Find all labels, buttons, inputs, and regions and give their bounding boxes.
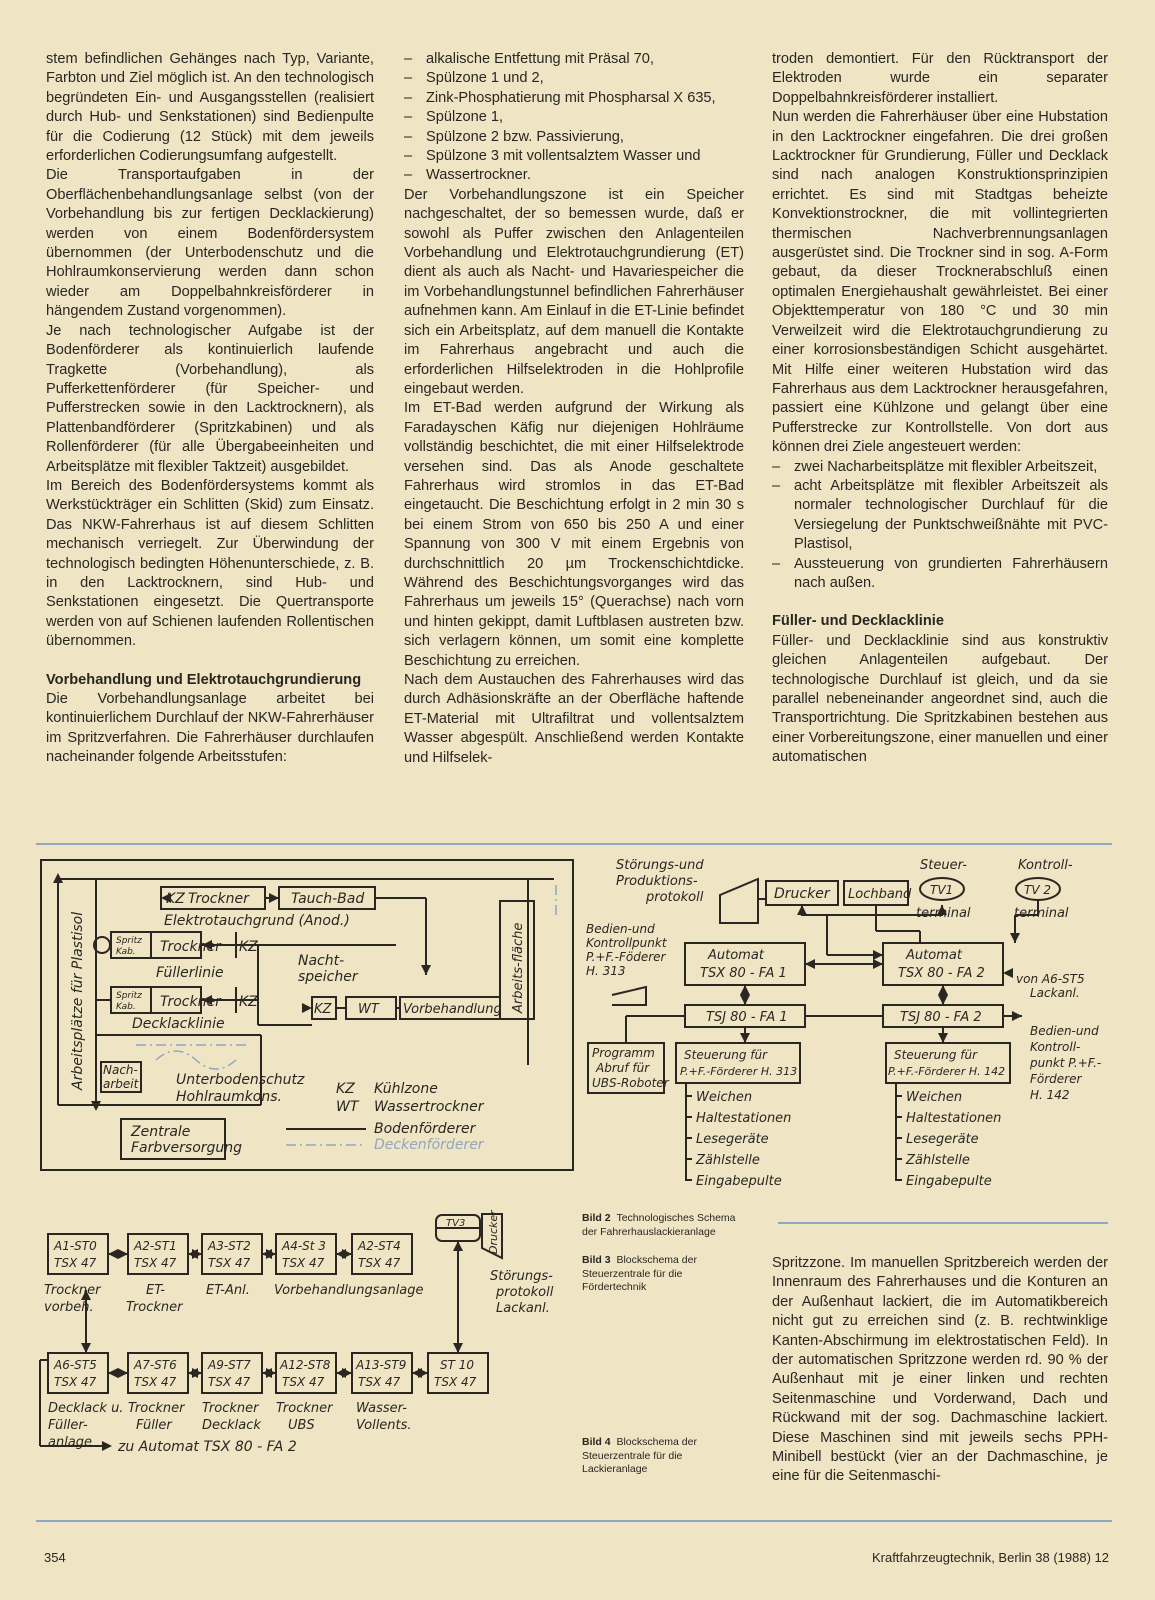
bedien-right-label: Bedien-und [1030,1024,1099,1038]
unit-label: Füller- [48,1418,88,1433]
item-label: Zählstelle [906,1153,970,1168]
unterboden-label: Hohlraumkons. [176,1089,282,1105]
bedien-right-label: punkt P.+F.- [1030,1056,1102,1070]
steuerung2-label: Steuerung für [894,1048,978,1062]
zentrale-label: Farbversorgung [131,1140,243,1156]
paragraph: Nach dem Austauchen des Fahrerhauses wird das durch Adhäsionskräfte an der Oberfläche haftende ET-Material mit Ultrafiltrat und vollentsalztem Wasser abgespült. Anschließend werden Kontakte und Hilfselek- [404,672,744,766]
paragraph: Nun werden die Fahrerhäuser über eine Hubstation in den Lacktrockner eingefahren. Die drei großen Lacktrockner für Grundierung, Füller und Decklack sind nach analogen Konstruktionsprinzipien errichtet. Es sind mit Stadtgas beheizte Konvektionstrockner, die mit vollintegrierten thermischen Nachverbrennungsanlagen ausgerüstet sind. Die Trockner sind in sog. A-Form gebaut, da dieser Trocknerabschluß einen optimalen Energiehaushalt gewährleistet. Bei einer Objekttemperatur von 180 °C und 30 min Verweilzeit wird die Elektrotauchgrundierung zu einer korrosionsbeständigen Schicht ausgehärtet. Mit Hilfe einer weiteren Hubstation wird das Fahrerhaus aus dem Lacktrockner herausgefahren, passiert eine Kühlzone und gelangt über eine Pufferstrecke zur Kontrollstelle. Von dort aus können drei Ziele angesteuert werden: [772,109,1108,456]
stoerung-label: Lackanl. [496,1301,550,1316]
list-item: – Spülzone 3 mit vollentsalztem Wasser und [404,147,744,166]
unit-label: Vollents. [356,1418,412,1433]
unit-id: ST 10 [440,1358,475,1372]
divider [36,1520,1112,1522]
list-item: – acht Arbeitsplätze mit flexibler Arbeitszeit als normaler technologischer Durchlauf für die Versiegelung der Punktschweißnähte mit PVC-Plastisol, [772,477,1108,555]
unit-label: Wasser- [356,1401,407,1416]
unit-label: ET-Anl. [206,1283,250,1298]
unit-label: Trockner [202,1401,259,1416]
terminal-label: terminal [916,906,971,921]
tv3-label: TV3 [446,1218,466,1229]
list-item: – alkalische Entfettung mit Präsal 70, [404,50,744,69]
programm-label: UBS-Roboter [592,1076,669,1090]
unit-id: A1-ST0 [54,1239,97,1253]
trockner-label: Trockner [160,994,221,1010]
unit-type: TSX 47 [134,1375,177,1389]
automat1-label: TSX 80 - FA 1 [700,966,787,981]
item-label: Haltestationen [906,1111,1002,1126]
text-column-2 [404,50,744,768]
unit-label: UBS [288,1418,315,1433]
unit-type: TSX 47 [358,1256,401,1270]
paragraph: stem befindlichen Gehänges nach Typ, Variante, Farbton und Ziel möglich ist. An den technologisch begründeten Ein- und Ausgangsstellen (realisiert durch Hub- und Senkstationen) sind Bedienpulte für die Codierung (12 Stück) mit dem jeweils erforderlichen Codierungsumfang aufgestellt. [46,51,374,165]
unit-id: A13-ST9 [356,1358,407,1372]
tauchbad-label: Tauch-Bad [291,891,365,907]
figure-control-center-paint [36,1210,576,1510]
kz-label: KZ [239,994,258,1010]
lochband-label: Lochband [848,887,912,902]
unit-label: vorbeh. [44,1300,94,1315]
list-item: – Wassertrockner. [404,166,744,185]
steuerung1-label: P.+F.-Förderer H. 313 [680,1065,798,1078]
paragraph: Der Vorbehandlungszone ist ein Speicher nachgeschaltet, der so bemessen wurde, daß er sowohl als Puffer zwischen den Anlagenteilen Vorbehandlung und Elektrotauchgrundierung (ET) dient als auch als Nacht- und Havariespeicher die im Vorbehandlungstunnel befindlichen Fahrerhäuser aufnehmen kann. Am Einlauf in die ET-Linie befindet sich ein Arbeitsplatz, auf dem manuell die Kontakte im Fahrerhaus angebracht und auch die erforderlichen Hilfselektroden in die Hohlprofile eingebaut werden. [404,186,744,397]
arbeitsflaeche-label: Arbeits-fläche [511,922,526,1013]
divider [36,843,1112,845]
legend-wt-text: Wassertrockner [374,1099,484,1115]
legend-kz: KZ [336,1081,355,1097]
bedien-right-label: H. 142 [1030,1088,1070,1102]
section-heading: Vorbehandlung und Elektrotauchgrundierung [46,671,362,688]
spritzkab-label: Spritz [116,991,142,1001]
item-label: Weichen [906,1090,963,1105]
trockner-label: Trockner [188,891,249,907]
journal-footer: Kraftfahrzeugtechnik, Berlin 38 (1988) 12 [871,1550,1109,1565]
unit-id: A12-ST8 [280,1358,331,1372]
unit-type: TSX 47 [282,1375,325,1389]
unit-label: Decklack [202,1418,261,1433]
nacharbeit-label: arbeit [103,1077,139,1091]
bedien-left-label: Kontrollpunkt [586,936,667,950]
legend-decken: Deckenförderer [374,1137,484,1153]
unit-label: Trockner [276,1401,333,1416]
trockner-label: Trockner [160,939,221,955]
unit-id: A2-ST1 [134,1239,177,1253]
unit-id: A6-ST5 [54,1358,97,1372]
text-column-1 [46,50,374,768]
bedien-right-label: Förderer [1030,1072,1082,1086]
unit-type: TSX 47 [208,1256,251,1270]
unit-label: Trockner [126,1300,183,1315]
section-heading: Füller- und Decklacklinie [772,613,944,630]
legend-boden: Bodenförderer [374,1121,476,1137]
unit-label: Trockner [44,1283,101,1298]
text-column-3 [772,50,1108,768]
item-label: Zählstelle [696,1153,760,1168]
steuer-label: Steuer- [920,858,967,873]
stoerung-label: Produktions- [616,874,698,889]
list-item: – Zink-Phosphatierung mit Phospharsal X 635, [404,89,744,108]
unit-id: A4-St 3 [282,1239,326,1253]
bedien-right-label: Kontroll- [1030,1040,1081,1054]
figure-control-center-conveyor [586,855,1120,1215]
caption-bild3: Bild 3 Blockschema der Steuerzentrale für die Fördertechnik [582,1254,697,1293]
nachtspeicher-label: speicher [298,969,358,985]
zentrale-label: Zentrale [131,1124,191,1140]
unit-id: A9-ST7 [208,1358,251,1372]
fuellerlinie-label: Füllerlinie [156,965,224,981]
list-item: – zwei Nacharbeitsplätze mit flexibler Arbeitszeit, [772,458,1108,477]
tv2-label: TV 2 [1024,883,1051,897]
target-list [772,458,1108,594]
nacharbeit-label: Nach- [103,1063,138,1077]
drucker-label: Drucker [487,1210,500,1254]
paragraph: Je nach technologischer Aufgabe ist der Bodenförderer als kontinuierlich laufende Tragkette (Vorbehandlung), als Pufferkettenförderer (für Speicher- und Pufferstrecken sowie in den Lacktrocknern), als Plattenbandförderer (Spritzkabinen) und als Rollenförderer (für alle Übergabeeinheiten und Arbeitsplätze mit flexibler Taktzeit) ausgebildet. [46,322,374,475]
paragraph: Im Bereich des Bodenfördersystems kommt als Werkstückträger ein Schlitten (Skid) zum Einsatz. Das NKW-Fahrerhaus ist auf diesem Schlitten mechanisch verriegelt. Zur Überwindung der technologisch bedingten Höhenunterschiede, z. B. in den Lacktrocknern, sind Hub- und Senkstationen eingesetzt. Die Quertransporte werden von auf Schienen laufenden Rollentischen übernommen. [46,477,374,650]
caption-bild2: Bild 2 Technologisches Schema der Fahrerhauslackieranlage [582,1212,736,1238]
unit-type: TSX 47 [282,1256,325,1270]
tv1-label: TV1 [930,883,954,897]
zu-automat-label: zu Automat TSX 80 - FA 2 [118,1439,297,1455]
list-item: – Spülzone 1 und 2, [404,69,744,88]
unit-id: A2-ST4 [358,1239,401,1253]
unit-label: Trockner [128,1401,185,1416]
von-label: von A6-ST5 [1016,972,1085,986]
unit-type: TSX 47 [208,1375,251,1389]
paragraph: Die Vorbehandlungsanlage arbeitet bei kontinuierlichem Durchlauf der NKW-Fahrerhäuser im Spritzverfahren. Die Fahrerhäuser durchlaufen nacheinander folgende Arbeitsstufen: [46,691,374,766]
paragraph: Füller- und Decklacklinie sind aus konstruktiv gleichen Anlagenteilen aufgebaut. Der technologische Durchlauf ist gleich, und da sie parallel nebeneinander angeordnet sind, auch die Transportrichtung. Die Spritzkabinen bestehen aus einer Vorbereitungszone, einer manuellen und einer automatischen [772,632,1108,766]
unit-label: ET- [146,1283,165,1298]
figure-technological-scheme [36,855,584,1195]
unit-label: Füller [136,1418,172,1433]
kz-label: KZ [239,939,258,955]
decklacklinie-label: Decklacklinie [132,1016,225,1032]
terminal-label: terminal [1014,906,1069,921]
programm-label: Abruf für [596,1061,650,1075]
unit-id: A7-ST6 [134,1358,177,1372]
spritzkab-label: Spritz [116,936,142,946]
unit-label: anlage [48,1435,93,1450]
page-number: 354 [44,1550,66,1565]
stoerung-label: protokoll [646,890,704,905]
von-label: Lackanl. [1030,986,1080,1000]
unit-type: TSX 47 [54,1256,97,1270]
item-label: Eingabepulte [906,1174,992,1189]
nachtspeicher-label: Nacht- [298,953,345,969]
drucker-label: Drucker [774,886,830,902]
process-list [404,50,744,186]
stoerung-label: Störungs- [490,1269,553,1284]
caption-bild4: Bild 4 Blockschema der Steuerzentrale für die Lackieranlage [582,1436,697,1475]
automat1-label: Automat [708,948,764,963]
kontroll-label: Kontroll- [1018,858,1073,873]
unterboden-label: Unterbodenschutz [176,1072,305,1088]
list-item: – Aussteuerung von grundierten Fahrerhäusern nach außen. [772,555,1108,594]
text-column-3-continued [772,1254,1108,1487]
unit-type: TSX 47 [134,1256,177,1270]
automat2-label: TSX 80 - FA 2 [898,966,985,981]
unit-type: TSX 47 [54,1375,97,1389]
stoerung-label: Störungs-und [616,858,704,873]
bedien-left-label: H. 313 [586,964,626,978]
stoerung-label: protokoll [496,1285,554,1300]
item-label: Lesegeräte [696,1132,769,1147]
unit-type: TSX 47 [434,1375,477,1389]
item-label: Haltestationen [696,1111,792,1126]
paragraph: troden demontiert. Für den Rücktransport der Elektroden wurde ein separater Doppelbahnkreisförderer installiert. [772,51,1108,106]
kz-label: KZ [314,1002,332,1017]
programm-label: Programm [592,1046,655,1060]
unit-type: TSX 47 [358,1375,401,1389]
paragraph: Im ET-Bad werden aufgrund der Wirkung als Faradayschen Käfig nur diejenigen Hohlräume vollständig beschichtet, die mit einer Hilfselektrode versehen sind. Das als Anode geschaltete Fahrerhaus wird stromlos in das ET-Bad eingetaucht. Die Beschichtung erfolgt in 2 min 30 s bei einem Strom von 650 bis 250 A und einer Spannung von 300 V mit einem Ergebnis von durchschnittlich 20 µm Trockenschichtdicke. Während des Beschichtungsvorganges wird das Fahrerhaus um jeweils 15° (Querachse) nach vorn und hinten gekippt, damit Luftblasen austreten bzw. sich verlagern können, um somit eine komplette Beschichtung zu erreichen. [404,400,744,669]
bedien-left-label: Bedien-und [586,922,655,936]
spritzkab-label: Kab. [116,1002,136,1012]
tsj2-label: TSJ 80 - FA 2 [900,1010,982,1025]
steuerung2-label: P.+F.-Förderer H. 142 [888,1065,1006,1078]
steuerung1-label: Steuerung für [684,1048,768,1062]
automat2-label: Automat [906,948,962,963]
unit-label: Decklack u. [48,1401,124,1416]
item-label: Lesegeräte [906,1132,979,1147]
arbeitsplaetze-label: Arbeitsplätze für Plastisol [70,911,86,1090]
item-label: Weichen [696,1090,753,1105]
list-item: – Spülzone 1, [404,108,744,127]
bedien-left-label: P.+F.-Föderer [586,950,666,964]
elektrotauch-label: Elektrotauchgrund (Anod.) [164,913,350,929]
legend-wt: WT [336,1099,359,1115]
wt-label: WT [358,1002,379,1017]
vorbehandlung-label: Vorbehandlung [403,1002,502,1017]
item-label: Eingabepulte [696,1174,782,1189]
spritzkab-label: Kab. [116,947,136,957]
unit-id: A3-ST2 [208,1239,251,1253]
list-item: – Spülzone 2 bzw. Passivierung, [404,128,744,147]
legend-kz-text: Kühlzone [374,1081,438,1097]
tsj1-label: TSJ 80 - FA 1 [706,1010,788,1025]
paragraph: Spritzzone. Im manuellen Spritzbereich werden der Innenraum des Fahrerhauses und die Konturen an der Außenhaut lackiert, die im Automatikbereich nicht gut zu erreichen sind (z. B. rechtwinklige Kanten-Abschirmung im elektrostatischen Feld). In der automatischen Spritzzone werden rd. 90 % der Außenhaut mit je einer linken und rechten Seitenmaschine und Vorderwand, Dach und Rückwand mit der sog. Dachmaschine lackiert. Diese Maschinen sind mit jeweils sechs PPH-Minibell bestückt (vier an der Dachmaschine, je eine für die Seitenmaschi- [772,1255,1108,1485]
vorbeh-label: Vorbehandlungsanlage [274,1283,424,1298]
paragraph: Die Transportaufgaben in der Oberflächenbehandlungsanlage selbst (von der Vorbehandlung bis zur fertigen Decklackierung) werden von einem Bodenfördersystem übernommen (der Unterbodenschutz und die Hohlraumkonservierung werden dann schon wieder am Doppelbahnkreisförderer in hängendem Zustand vorgenommen). [46,167,374,320]
divider [778,1222,1108,1224]
kz-label: KZ [166,891,185,907]
